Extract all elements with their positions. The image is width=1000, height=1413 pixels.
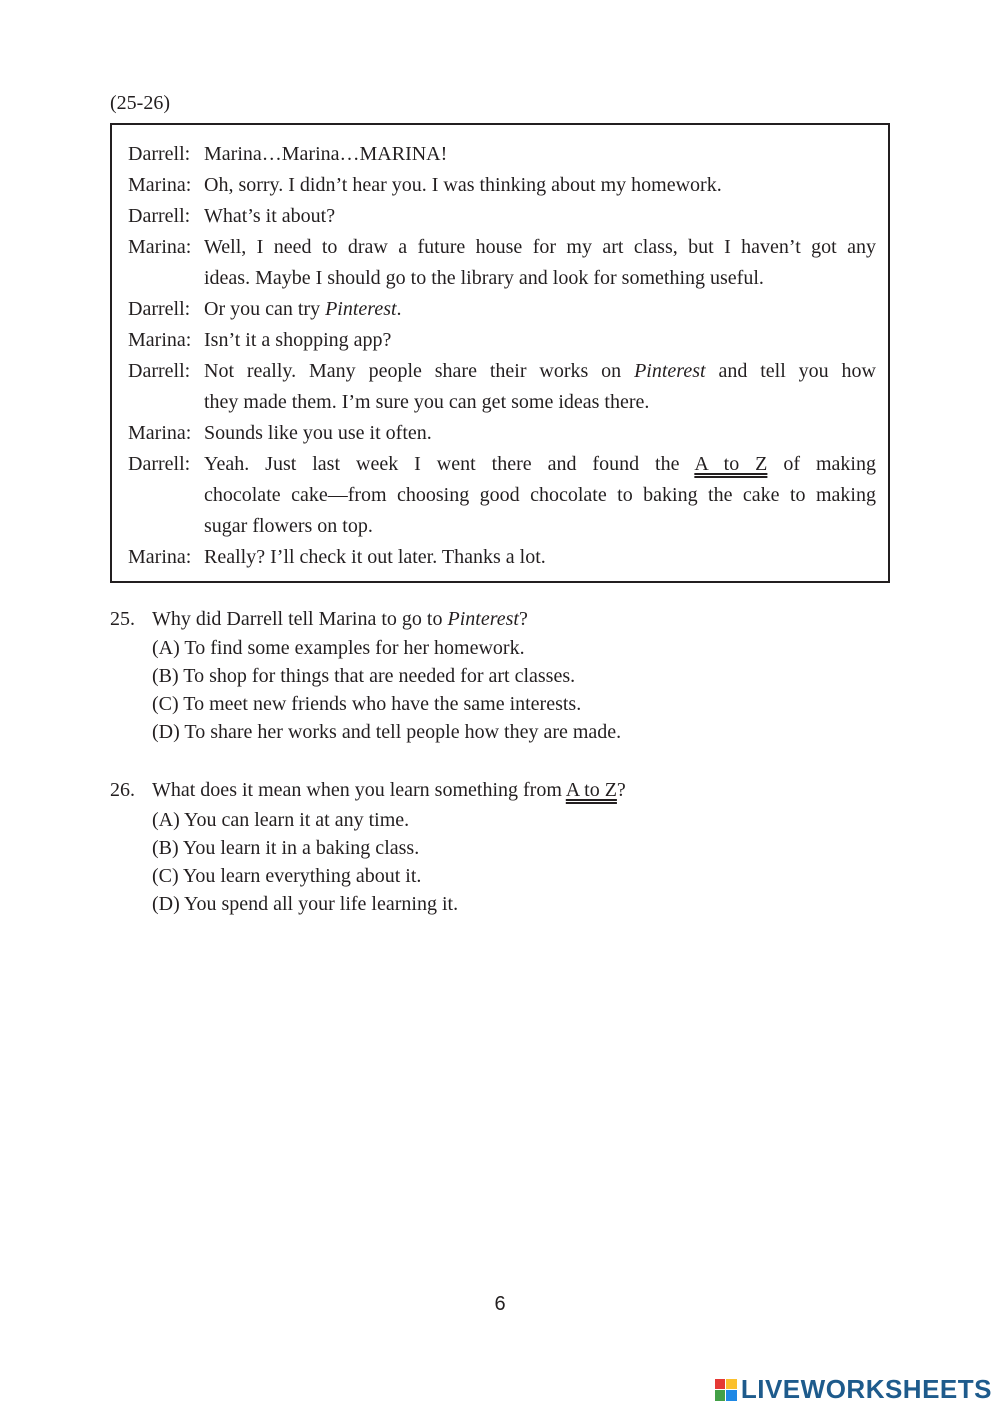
utterance-part: of making <box>767 453 876 475</box>
speaker: Marina: <box>128 422 192 444</box>
utterance: Really? I’ll check it out later. Thanks a lot. <box>204 546 546 568</box>
utterance: Well, I need to draw a future house for my art class, but I haven’t got any <box>204 236 876 258</box>
speaker: Marina: <box>128 236 192 258</box>
utterance: Oh, sorry. I didn’t hear you. I was thinking about my homework. <box>204 174 722 196</box>
utterance: Isn’t it a shopping app? <box>204 329 392 351</box>
app-name: Pinterest <box>447 608 519 630</box>
utterance-part: and tell you how <box>705 360 877 382</box>
dialogue-line-8 <box>128 421 432 445</box>
logo-text: LIVEWORKSHEETS <box>740 1374 992 1404</box>
dialogue-line-1 <box>128 142 447 166</box>
option-26b[interactable]: (B) You learn it in a baking class. <box>152 837 420 859</box>
logo-icon <box>715 1379 737 1401</box>
app-name: Pinterest <box>325 298 397 320</box>
speaker: Darrell: <box>128 205 191 227</box>
dialogue-line-10 <box>128 545 546 569</box>
dialogue-line-6 <box>128 328 391 352</box>
utterance: Marina…Marina…MARINA! <box>204 143 448 165</box>
dialogue-line-3 <box>128 204 335 228</box>
question-text: Why did Darrell tell Marina to go to <box>152 608 448 630</box>
option-26a[interactable]: (A) You can learn it at any time. <box>152 809 410 831</box>
dialogue-line-7 <box>128 359 204 383</box>
utterance-continued: ideas. Maybe I should go to the library and look for something useful. <box>204 267 764 289</box>
speaker: Marina: <box>128 174 192 196</box>
question-number: 26. <box>110 779 135 801</box>
underlined-phrase: A to Z <box>694 453 768 475</box>
speaker: Darrell: <box>128 453 191 475</box>
question-25 <box>110 608 528 631</box>
option-25b[interactable]: (B) To shop for things that are needed for art classes. <box>152 665 576 687</box>
utterance-continued: sugar flowers on top. <box>204 515 373 537</box>
utterance-part: Yeah. Just last week I went there and found the <box>204 453 695 475</box>
punctuation: ? <box>616 779 626 801</box>
option-26c[interactable]: (C) You learn everything about it. <box>152 865 422 887</box>
underlined-phrase: A to Z <box>565 779 617 801</box>
utterance <box>204 452 876 476</box>
utterance <box>204 359 876 383</box>
page-number: 6 <box>494 1293 506 1315</box>
dialogue-line-2 <box>128 173 722 197</box>
option-26d[interactable]: (D) You spend all your life learning it. <box>152 893 459 915</box>
utterance-continued: they made them. I’m sure you can get some ideas there. <box>204 391 650 413</box>
option-25d[interactable]: (D) To share her works and tell people how they are made. <box>152 721 622 743</box>
dialogue-box <box>110 123 890 583</box>
option-25c[interactable]: (C) To meet new friends who have the same interests. <box>152 693 582 715</box>
punctuation: . <box>396 298 402 320</box>
utterance-part: Not really. Many people share their works on <box>204 360 635 382</box>
dialogue-line-9 <box>128 452 204 476</box>
app-name: Pinterest <box>634 360 706 382</box>
question-range: (25-26) <box>110 92 170 114</box>
punctuation: ? <box>518 608 528 630</box>
speaker: Darrell: <box>128 298 191 320</box>
speaker: Marina: <box>128 546 192 568</box>
question-number: 25. <box>110 608 135 630</box>
utterance-continued: chocolate cake—from choosing good chocolate to baking the cake to making <box>204 484 876 506</box>
utterance: Sounds like you use it often. <box>204 422 432 444</box>
question-text: What does it mean when you learn something from <box>152 779 566 801</box>
utterance: Or you can try <box>204 298 326 320</box>
utterance: What’s it about? <box>204 205 336 227</box>
dialogue-line-4 <box>128 235 204 259</box>
speaker: Darrell: <box>128 360 191 382</box>
speaker: Marina: <box>128 329 192 351</box>
question-26 <box>110 779 626 802</box>
liveworksheets-logo <box>715 1374 992 1405</box>
speaker: Darrell: <box>128 143 191 165</box>
option-25a[interactable]: (A) To find some examples for her homework. <box>152 637 525 659</box>
dialogue-line-5 <box>128 297 402 321</box>
